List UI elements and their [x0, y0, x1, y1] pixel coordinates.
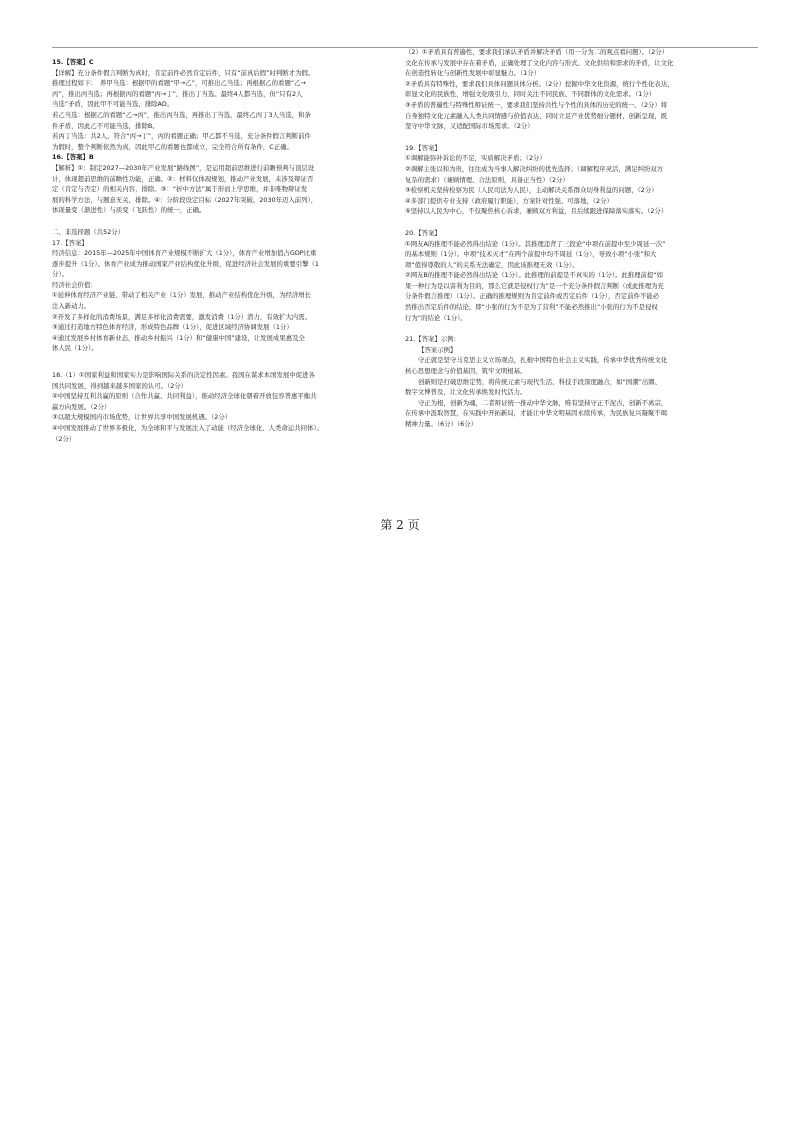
answer-text-line: ⑤坚持以人民为中心，不仅聚焦核心诉求、兼顾双方利益，且后续跟进保障落实落实。（2分） — [405, 207, 668, 216]
answer-text-line: 丙”，推出丙当选；再根据丙的看题“丙→丁”，推出丁当选。最终4人都当选，但“只有2人 — [52, 89, 303, 98]
answer-text-line: 项“值得尊敬的人”的关系无法确定，因此该推理无效（1分）。 — [405, 260, 579, 269]
answer-text-line: 精神力量。（6分）（6分） — [405, 420, 478, 428]
answer-text-line: 守正为根，创新为魂，二者辩证统一推动中华文脉，唯有坚持守正不泥古，创新不离宗， — [418, 398, 668, 407]
answer-text-line: 18.（1）①国家利益和国家实力是影响国际关系的决定性因素。我国在谋求本国发展中促进各 — [52, 371, 315, 380]
answer-text-line: 果一种行为是以害利为目的，那么它就是侵权行为”是一个充分条件假言判断（或此推理为充 — [405, 281, 664, 290]
answer-text-line: ②矛盾具有特殊性，要求我们具体问题具体分析。（2分）挖掘中华文化资源，统行个性化表达， — [405, 79, 674, 88]
answer-text-line: 数字文博普及，让文化传承焕发时代活力。 — [405, 388, 527, 397]
answer-text-line: ④多部门提供专业支持（政府履行职能），方案针对性强、可落地，（2分） — [405, 196, 613, 205]
answer-text-line: ④中国发展推动了世界多极化，为全球和平与发展注入了动能（经济全球化、人类命运共同体）。 — [52, 424, 323, 432]
answer-text-line: 经济信息：2015年—2025年中国体育产业规模不断扩大（1分），体育产业增加值占GDP比重 — [52, 249, 317, 258]
answer-text-line: ②开发了多样化的消费场景，满足多样化消费需要，激发消费（1分）潜力，有效扩大内需。 — [52, 312, 312, 321]
answer-text-line: ①网友A的推理不能必然得出结论（1分）。其推理违背了三段论“中项在前提中至少周延一次” — [405, 239, 666, 248]
answer-text-line: 当选”矛盾，因此甲不可能当选，排除AD。 — [52, 100, 174, 109]
answer-text-line: 核心思想理念与价值基因，筑牢文明根基。 — [405, 367, 527, 376]
answer-text-line: ③检察机关坚持检察为民（人民司法为人民），主动解决关系群众切身利益的问题，（2分） — [405, 186, 658, 195]
answer-text-line: 件矛盾，因此乙不可能当选，排除B。 — [52, 121, 159, 130]
answer-text-line: 体人民（1分）。 — [52, 344, 98, 353]
answer-text-line: 推理过程如下： 养甲当选：根据甲的看题“甲→乙”，可推出乙当选；再根据乙的看题“乙→ — [52, 79, 306, 88]
answer-text-line: ③通过打造地方特色体育经济，形成特色品牌（1分），促进区域经济协调发展（1分） — [52, 323, 293, 332]
answer-text-line: ②网友B的推理不能必然得出结论（1分）。此推理的前提是不真实的（1分）。此推理前提“如 — [405, 271, 663, 280]
answer-text-line: （2分） — [52, 434, 76, 443]
answer-text-line: 分条件假言推理）（1分）。正确的推理规则为肯定前件或否定后件（1分），否定前件不能必 — [405, 292, 660, 301]
answer-text-line: 复杂的需求）（兼顾情理、合法原则，具备正当性）（2分） — [405, 175, 569, 184]
answer-text-line: 行为”的结论（1分）。 — [405, 313, 467, 322]
answer-text-line: 【答案示例】 — [418, 345, 457, 354]
answer-text-line: 赢方向发展。（2分） — [52, 402, 111, 411]
answer-text-line: 逐步提升（1分）。体育产业成为推动国家产业结构优化升级，促进经济社会发展的重要引擎（1 — [52, 259, 319, 268]
answer-text-line: 彰显文化的民族性，增强文化吸引力，同时关注不同民族、不同群体的文化需求。（1分） — [405, 90, 656, 99]
answer-text-line: ③矛盾的普遍性与特殊性辩证统一，要求我们坚持共性与个性的具体的历史的统一。（2分）将 — [405, 100, 668, 109]
answer-text-line: （2）①矛盾具有普遍性，要求我们承认矛盾并解决矛盾（用一分为二的观点看问题）。（2分） — [405, 48, 669, 56]
answer-text-line: ④通过发展乡村体育新业态，推动乡村振兴（1分）和“健康中国”建设，让发展成果惠及全 — [52, 333, 305, 342]
answer-text-line: 21.【答案】示例： — [405, 335, 460, 344]
answer-text-line: ①调解能弥补诉讼的不足，实质解决矛盾；（2分） — [405, 154, 546, 163]
answer-text-line: 注入新动力。 — [52, 302, 91, 311]
answer-text-line: 创新则是打破思维定势，将传统元素与现代生活、科技手段深度融合，如“国潮”出圈、 — [418, 377, 662, 386]
answer-text-line: 守正就是坚守马克思主义立场观点，扎根中国特色社会主义实践，传承中华优秀传统文化 — [418, 356, 668, 365]
answer-text-line: 15.【答案】C — [52, 58, 94, 66]
answer-text-line: 坚守中华文脉，又适配国际市场需求。（2分） — [405, 122, 534, 131]
answer-text-line: 展的科学方法，与题意无关，排除。④：分阶段设定目标（2027年突破、2030年迈入前列）， — [52, 195, 318, 204]
answer-text-line: 定（肯定与否定）的相关内容，排除。③：“折中方法”属于形而上学思维，并非唯物辩证发 — [52, 185, 308, 194]
right-answer-column — [405, 47, 757, 430]
answer-text-line: 分）。 — [52, 270, 68, 279]
answer-text-line: ③以超大规模国内市场优势，让世界共享中国发展机遇。（2分） — [52, 413, 232, 422]
answer-text-line: ②中国坚持互利共赢的原则（合作共赢、共同利益），推动经济全球化朝着开放包容普惠平衡共 — [52, 392, 317, 401]
answer-text-line: 在传承中汲取智慧，在实践中开拓新局，才能让中华文明基因永续传承，为民族复兴凝聚不竭 — [405, 409, 668, 418]
answer-text-line: 体现量变（渐进性）与质变（飞跃性）的统一，正确。 — [52, 206, 206, 215]
answer-text-line: 的基本规则（1分）。中项“技术灭才”在两个前提中均不周延（1分），导致小项“小张”和大 — [405, 250, 657, 259]
answer-text-line: 在创造性转化与创新性发展中彰显魅力。（1分） — [405, 69, 541, 78]
answer-text-line: 19.【答案】 — [405, 143, 441, 152]
answer-text-line: 【解析】①：制定2027—2030年产业发展“路线图”，是运用超前思维进行前瞻预判与顶层设 — [52, 163, 315, 172]
answer-text-line: 国共同发展，得到越来越多国家的认可。（2分） — [52, 381, 188, 390]
answer-text-line: 若乙当选：根据乙的看题“乙→丙”，推出丙当选，再推出丁当选，最终乙丙丁3人当选，和条 — [52, 110, 311, 119]
answer-text-line: 【详解】充分条件假言判断为真时，肯定前件必然肯定后件，只有“前真后假”时判断才为假。 — [52, 68, 315, 77]
answer-text-line: 经济社会价值： — [52, 280, 97, 289]
answer-text-line: 二、非选择题（共52分） — [52, 227, 125, 236]
page-number: 第 2 页 — [380, 518, 420, 532]
answer-text-line: 自身独特文化元素融入人类共同情感与价值表达，同时立足产业优势细分题材、创新呈现，既 — [405, 111, 668, 120]
answer-text-line: 计，体现超前思维的前瞻性功能，正确。②：材料仅体现规划，推动产业发展，未涉及辩证否 — [52, 174, 314, 183]
left-answer-column — [52, 57, 392, 444]
answer-text-line: 20.【答案】 — [405, 228, 441, 237]
answer-text-line: 17.【答案】 — [52, 238, 88, 247]
answer-text-line: 为假时，整个判断依然为真，因此甲乙的看题也都成立，完全符合所有条件，C正确。 — [52, 142, 293, 151]
answer-text-line: 16.【答案】B — [52, 153, 94, 162]
answer-text-line: 文化在传承与发展中存在着矛盾，正确处理了文化内容与形式、文化供给和需求的矛盾，让文化 — [405, 58, 674, 67]
answer-text-line: ②调解主张以和为贵，往往成为当事人解决纠纷的优先选择；（调解程序灵活，满足纠纷双方 — [405, 164, 664, 173]
answer-text-line: 若丙丁当选：共2人，符合“丙→丁”，丙的看题正确；甲乙都不当选，充分条件假言判断前件 — [52, 132, 311, 141]
answer-text-line: ①延伸体育经济产业链，带动了相关产业（1分）发展，推动产业结构优化升级，为经济增长 — [52, 291, 312, 300]
answer-text-line: 然推出否定后件的结论，即“小张的行为不是为了营利”不能必然推出“小张的行为不是侵权 — [405, 303, 658, 312]
